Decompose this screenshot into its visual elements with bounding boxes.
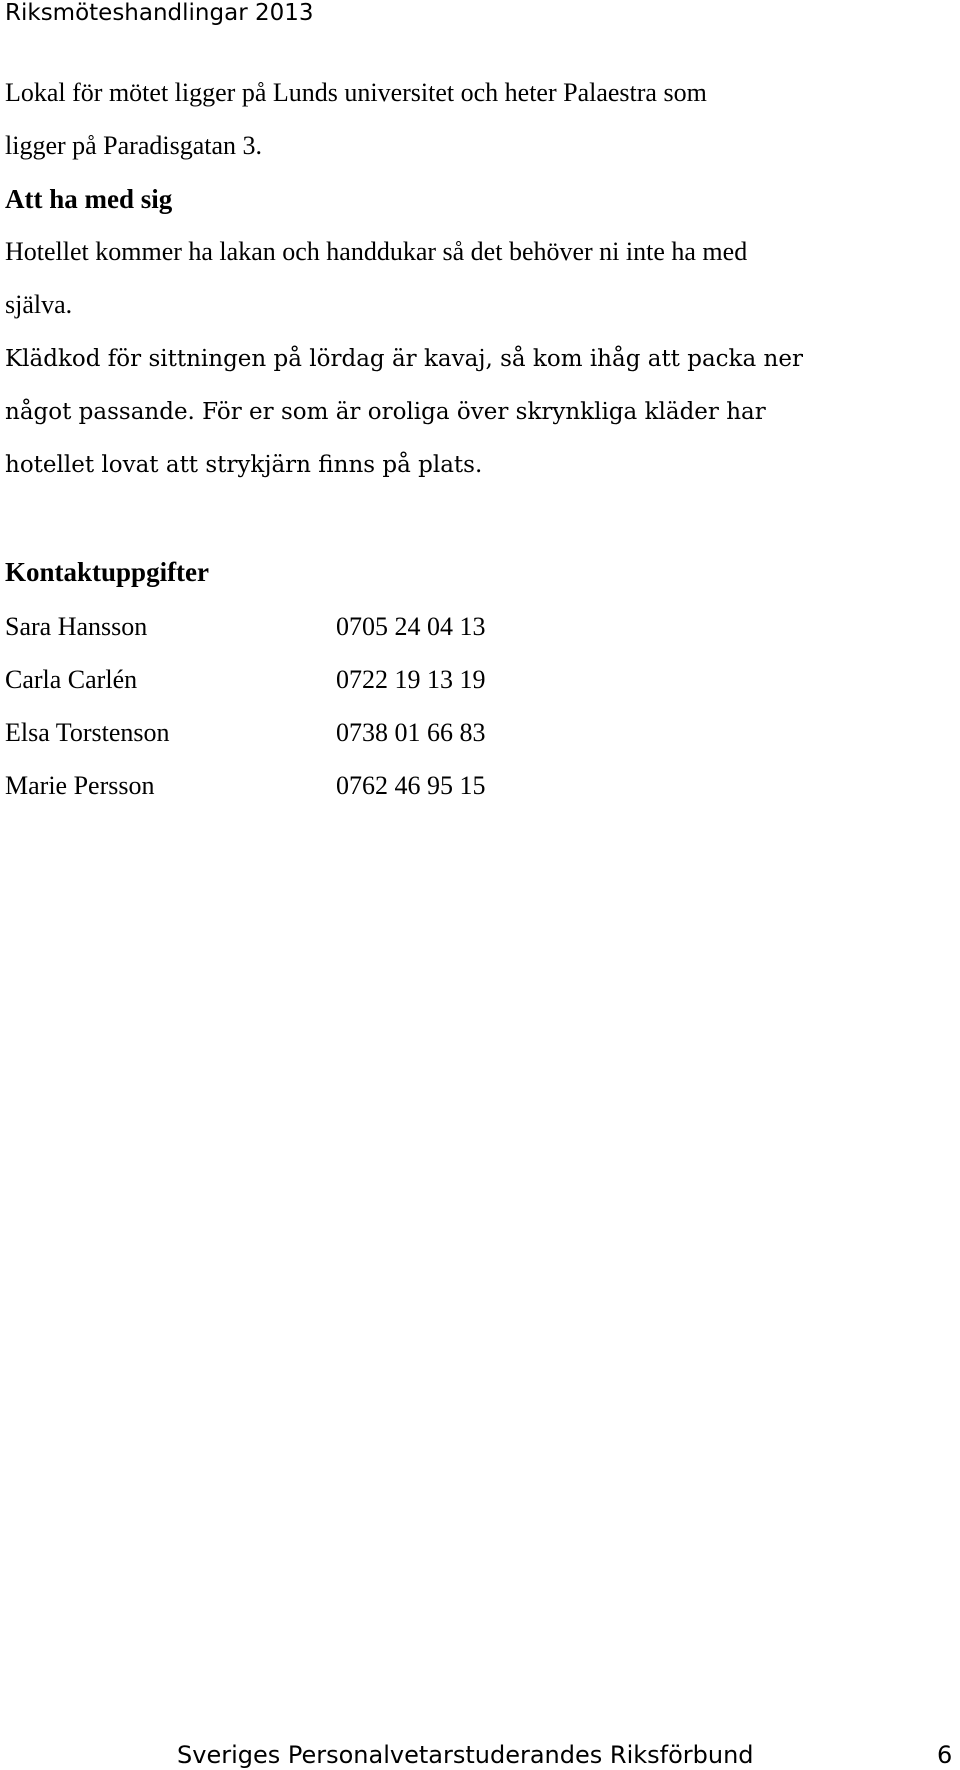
contact-phone: 0738 01 66 83 <box>336 718 486 747</box>
packing-line-5: hotellet lovat att strykjärn finns på plats. <box>5 452 483 478</box>
location-line-1: Lokal för mötet ligger på Lunds universitet och heter Palaestra som <box>5 78 707 107</box>
contact-phone: 0705 24 04 13 <box>336 612 486 641</box>
location-line-2: ligger på Paradisgatan 3. <box>5 131 263 160</box>
packing-line-3: Klädkod för sittningen på lördag är kavaj, så kom ihåg att packa ner <box>5 346 803 372</box>
contacts-heading: Kontaktuppgifter <box>5 557 210 587</box>
packing-line-2: själva. <box>5 290 73 319</box>
contact-name: Elsa Torstenson <box>5 718 170 747</box>
contact-name: Marie Persson <box>5 771 155 800</box>
packing-line-4: något passande. För er som är oroliga över skrynkliga kläder har <box>5 399 766 425</box>
packing-line-1: Hotellet kommer ha lakan och handdukar så det behöver ni inte ha med <box>5 237 748 266</box>
contact-phone: 0762 46 95 15 <box>336 771 486 800</box>
packing-heading: Att ha med sig <box>5 184 173 214</box>
contact-name: Sara Hansson <box>5 612 148 641</box>
contact-phone: 0722 19 13 19 <box>336 665 486 694</box>
contact-name: Carla Carlén <box>5 665 138 694</box>
footer-organization: Sveriges Personalvetarstuderandes Riksförbund <box>177 1741 754 1769</box>
page-number: 6 <box>937 1741 953 1769</box>
document-header-title: Riksmöteshandlingar 2013 <box>5 0 314 26</box>
